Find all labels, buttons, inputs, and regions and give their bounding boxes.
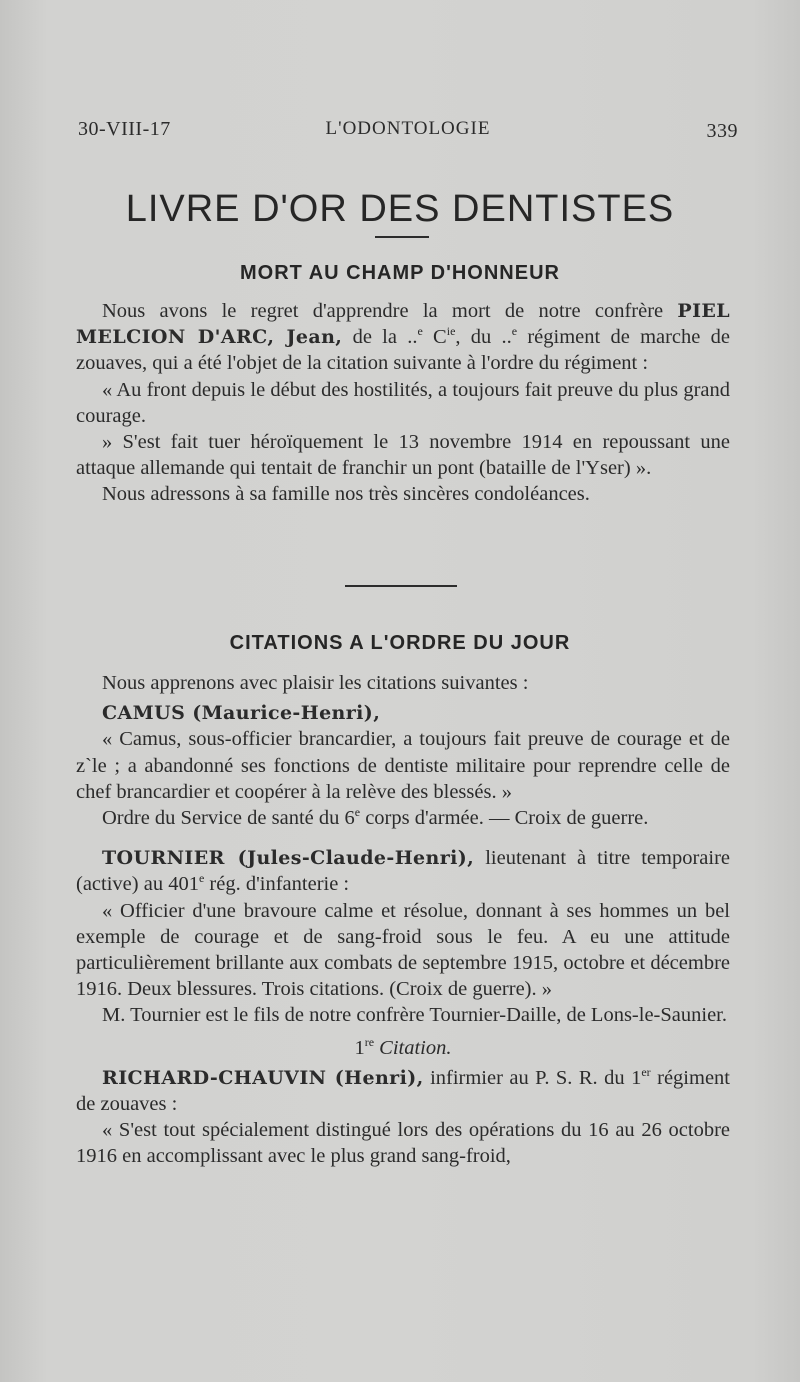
paragraph [76,700,730,726]
paragraph-text: infirmier au P. S. R. du 1 [423,1066,642,1089]
section-mort-body [76,298,730,508]
paragraph-text: lieutenant à titre temporaire (active) au 401 [76,847,730,896]
section-rule [345,585,457,587]
paragraph [76,298,730,377]
section-title-mort: MORT AU CHAMP D'HONNEUR [240,262,560,284]
title-rule [375,236,429,238]
main-title: LIVRE D'OR DES DENTISTES [125,188,675,230]
running-header [78,118,738,148]
citation-label: Citation. [379,1036,452,1059]
quote-paragraph: « Au front depuis le début des hostilités, a toujours fait preuve du plus grand courage. [76,378,730,427]
paragraph-text: régiment de marche de zouaves, qui a été l'objet de la citation suivante à l'ordre du régiment : [76,326,730,375]
superscript: e [198,871,205,886]
citation-number: 1 [354,1036,365,1059]
header-date: 30-VIII-17 [78,118,171,140]
person-name: TOURNIER (Jules-Claude-Henri), [102,847,475,870]
person-name: CAMUS (Maurice-Henri), [102,702,381,725]
paragraph-text: , du .. [455,326,512,349]
paragraph [76,1065,730,1117]
superscript: e [511,324,518,339]
superscript: ie [446,324,456,339]
section-title-citations: CITATIONS A L'ORDRE DU JOUR [229,632,571,654]
quote-paragraph: « Camus, sous-officier brancardier, a toujours fait preuve de courage et de z`le ; a abandonné ses fonctions de dentiste militaire pour reprendre celle de chef brancardier et coopérer à la relève des blessés. » [76,728,730,803]
paragraph-text: corps d'armée. — Croix de guerre. [360,807,649,830]
paragraph: Nous apprenons avec plaisir les citations suivantes : [102,672,529,694]
paragraph-text: de la .. [342,326,418,349]
quote-paragraph: » S'est fait tuer héroïquement le 13 novembre 1914 en repoussant une attaque allemande qui tentait de franchir un pont (bataille de l'Yser) ». [76,431,730,480]
person-name: RICHARD-CHAUVIN (Henri), [102,1066,424,1089]
superscript: er [641,1065,651,1080]
paragraph [76,805,730,831]
superscript: e [354,805,361,820]
quote-paragraph: « S'est tout spécialement distingué lors des opérations du 16 au 26 octobre 1916 en accomplissant avec le plus grand sang-froid, [76,1119,730,1168]
paragraph: M. Tournier est le fils de notre confrère Tournier-Daille, de Lons-le-Saunier. [102,1004,727,1027]
paragraph-text: Nous avons le regret d'apprendre la mort de notre confrère [102,300,664,322]
paragraph: Nous adressons à sa famille nos très sincères condoléances. [102,483,590,506]
quote-paragraph: « Officier d'une bravoure calme et résolue, donnant à ses hommes un bel exemple de courage et de sang-froid sous le feu. A eu une attitude particulièrement brillante aux combats de septembre 1915, octobre et décembre 1916. Deux blessures. Trois citations. (Croix de guerre). » [76,899,730,1001]
paragraph [76,845,730,897]
paragraph-text: régiment de zouaves : [76,1066,730,1116]
header-page-number: 339 [706,120,738,142]
section-citations-body [76,670,730,1170]
paragraph-text: C [422,326,447,349]
paragraph-text: rég. d'infanterie : [204,873,350,896]
header-journal-title: L'ODONTOLOGIE [325,118,491,139]
superscript: re [364,1034,375,1049]
paragraph-text: Ordre du Service de santé du 6 [102,807,355,830]
citation-heading [76,1035,730,1061]
person-name: PIEL MELCION D'ARC, Jean, [76,300,731,349]
superscript: e [417,324,423,339]
